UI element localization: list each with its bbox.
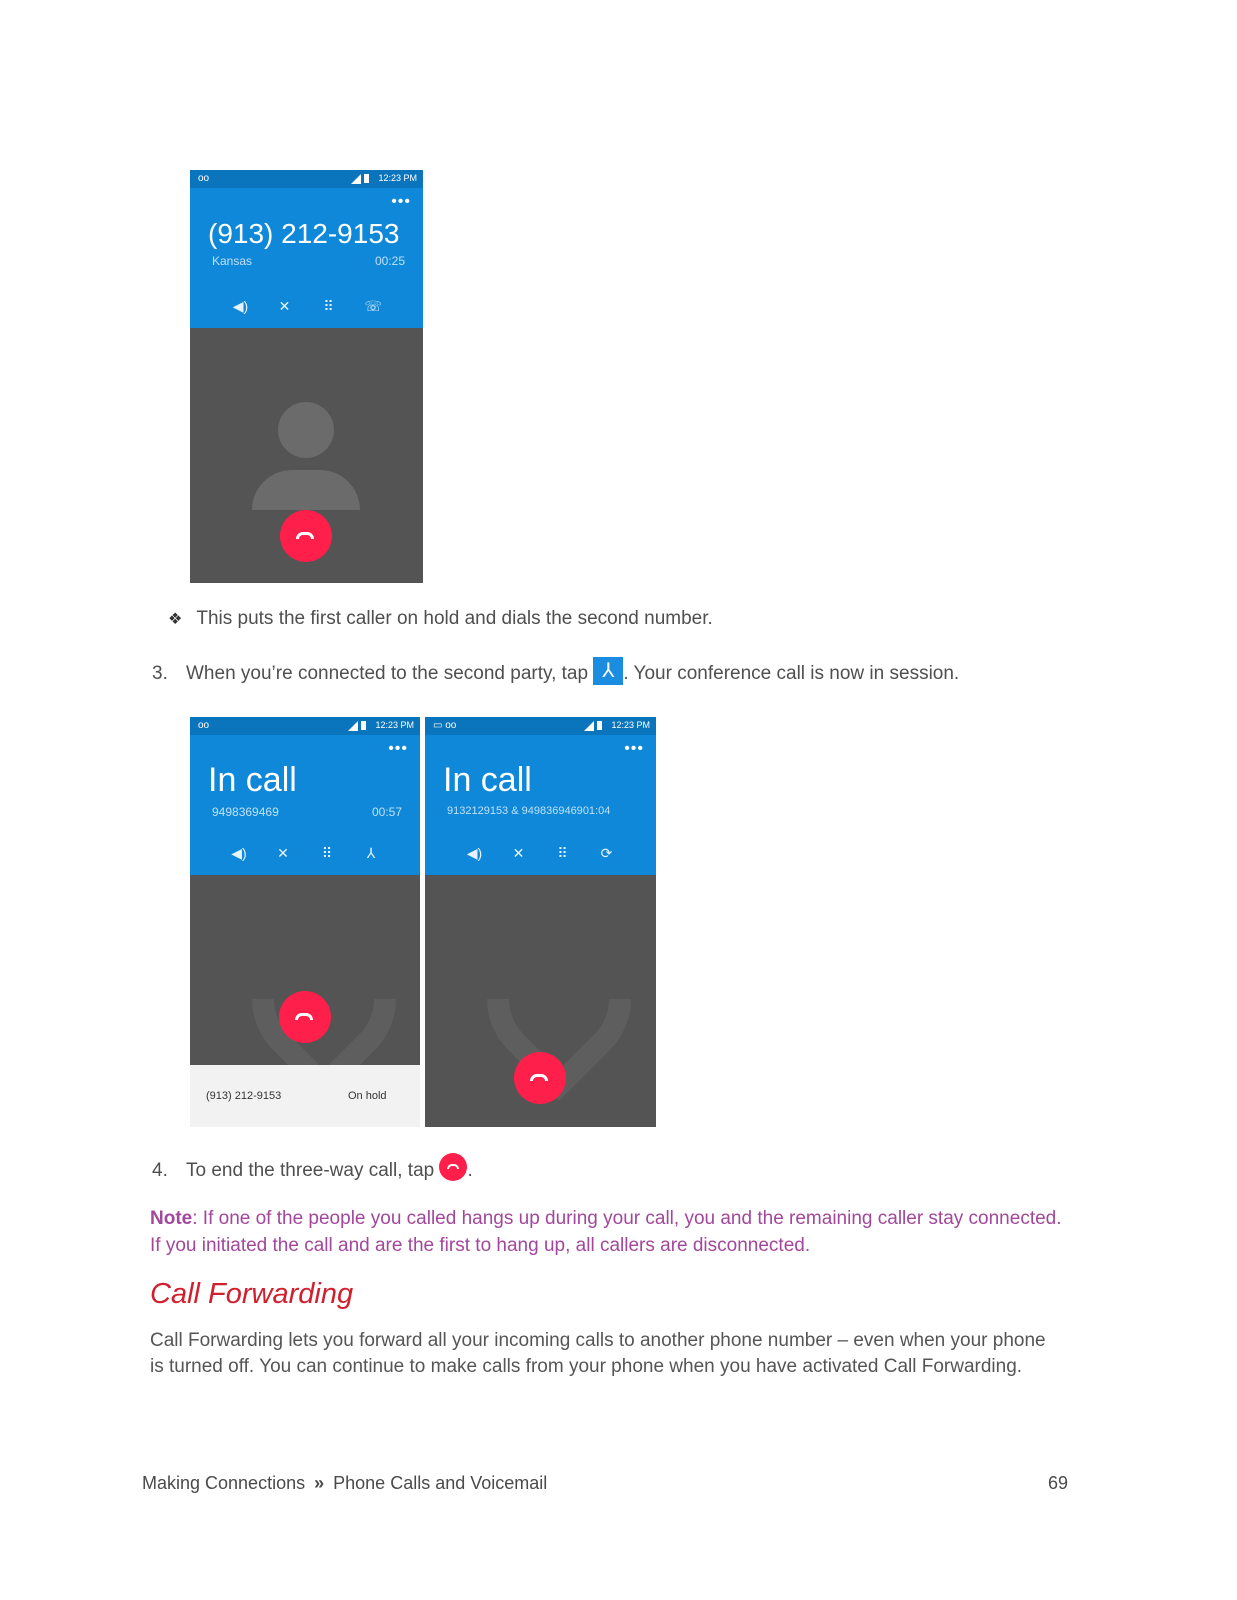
signal-icon <box>351 174 361 184</box>
voicemail-icon: oo <box>198 173 210 184</box>
overflow-menu-icon[interactable]: ••• <box>624 740 644 757</box>
end-call-button[interactable] <box>279 991 331 1043</box>
caller-number: 9498369469 <box>212 805 279 819</box>
end-call-button[interactable] <box>514 1052 566 1104</box>
call-title: In call <box>208 761 297 799</box>
screenshot-call-screen-2 <box>190 717 420 1127</box>
contact-avatar-icon <box>278 402 334 458</box>
overflow-menu-icon[interactable]: ••• <box>388 740 408 757</box>
section-body: Call Forwarding lets you forward all your incoming calls to another phone number – even when your phone is turned off. You can continue to make calls from your phone when you have activated Call Forwarding. <box>150 1330 1046 1377</box>
step-text: When you’re connected to the second party, tap <box>186 663 589 685</box>
breadcrumb-separator: » <box>314 1473 325 1493</box>
call-header <box>425 717 656 875</box>
merge-calls-icon: ⅄ <box>593 657 623 685</box>
note-paragraph <box>150 1205 1070 1259</box>
call-header <box>190 170 423 328</box>
bullet-item <box>168 608 713 630</box>
hang-up-icon <box>530 1074 548 1081</box>
call-controls <box>190 298 423 315</box>
battery-icon <box>597 721 602 730</box>
dialpad-icon[interactable]: ⠿ <box>323 298 334 314</box>
call-controls <box>190 845 420 862</box>
step-text-end: . <box>467 1160 473 1181</box>
end-call-icon <box>439 1153 467 1181</box>
status-bar <box>425 717 656 735</box>
hang-up-icon <box>296 532 314 539</box>
add-call-icon[interactable]: ☏ <box>364 298 383 314</box>
signal-icon <box>348 721 358 731</box>
status-bar <box>190 170 423 188</box>
call-duration: 00:57 <box>371 805 402 819</box>
conference-numbers: 9132129153 & 9498369469 <box>447 805 583 817</box>
speaker-icon[interactable]: ◀) <box>466 845 483 861</box>
status-bar <box>190 717 420 735</box>
call-duration: 01:04 <box>582 805 611 817</box>
call-controls <box>425 845 656 862</box>
screenshot-call-screen-1 <box>190 170 423 583</box>
note-text: : If one of the people you called hangs up during your call, you and the remaining caller stay connected. If you initiated the call and are the first to hang up, all callers are disconnected. <box>150 1208 1062 1256</box>
call-duration: 00:25 <box>374 254 405 268</box>
step-3 <box>152 660 960 685</box>
mute-icon[interactable]: ✕ <box>278 298 291 314</box>
on-hold-bar[interactable] <box>190 1065 420 1127</box>
mute-icon[interactable]: ✕ <box>277 845 289 861</box>
hold-caller-number: (913) 212-9153 <box>206 1090 282 1102</box>
caller-number: (913) 212-9153 <box>208 218 400 249</box>
battery-icon <box>364 174 369 183</box>
dialpad-icon[interactable]: ⠿ <box>557 845 568 861</box>
dialpad-icon[interactable]: ⠿ <box>321 845 333 861</box>
hang-up-icon <box>295 1013 313 1020</box>
caller-location: Kansas <box>212 254 253 268</box>
bullet-diamond-icon: ❖ <box>168 611 183 628</box>
hold-status: On hold <box>348 1090 387 1102</box>
note-label: Note <box>150 1208 193 1229</box>
footer-breadcrumb <box>142 1473 547 1494</box>
screenshot-call-screen-3 <box>425 717 656 1127</box>
end-call-button[interactable] <box>280 510 332 562</box>
mute-icon[interactable]: ✕ <box>512 845 525 861</box>
speaker-icon[interactable]: ◀) <box>231 845 247 861</box>
status-time: 12:23 PM <box>375 720 414 730</box>
speaker-icon[interactable]: ◀) <box>232 298 249 314</box>
status-time: 12:23 PM <box>378 173 417 183</box>
call-title: In call <box>443 761 532 799</box>
overflow-menu-icon[interactable]: ••• <box>391 193 411 210</box>
call-header <box>190 717 420 875</box>
step-number: 3. <box>152 663 168 685</box>
signal-icon <box>584 721 594 731</box>
manage-conference-icon[interactable]: ⟳ <box>600 845 613 861</box>
breadcrumb-page: Phone Calls and Voicemail <box>333 1473 548 1493</box>
voicemail-icon: oo <box>198 720 210 731</box>
step-text-end: . Your conference call is now in session. <box>623 663 960 685</box>
merge-calls-icon[interactable]: ⅄ <box>366 845 376 861</box>
bullet-text: This puts the first caller on hold and dials the second number. <box>196 608 713 629</box>
notification-icon: ▭ oo <box>433 720 457 731</box>
step-4 <box>152 1160 473 1182</box>
breadcrumb-section: Making Connections <box>142 1473 306 1493</box>
status-time: 12:23 PM <box>611 720 650 730</box>
step-text: To end the three-way call, tap <box>186 1160 435 1181</box>
contact-avatar-body <box>252 470 360 510</box>
step-number: 4. <box>152 1160 168 1181</box>
page-number: 69 <box>1048 1473 1069 1493</box>
section-heading: Call Forwarding <box>150 1278 354 1310</box>
battery-icon <box>361 721 366 730</box>
